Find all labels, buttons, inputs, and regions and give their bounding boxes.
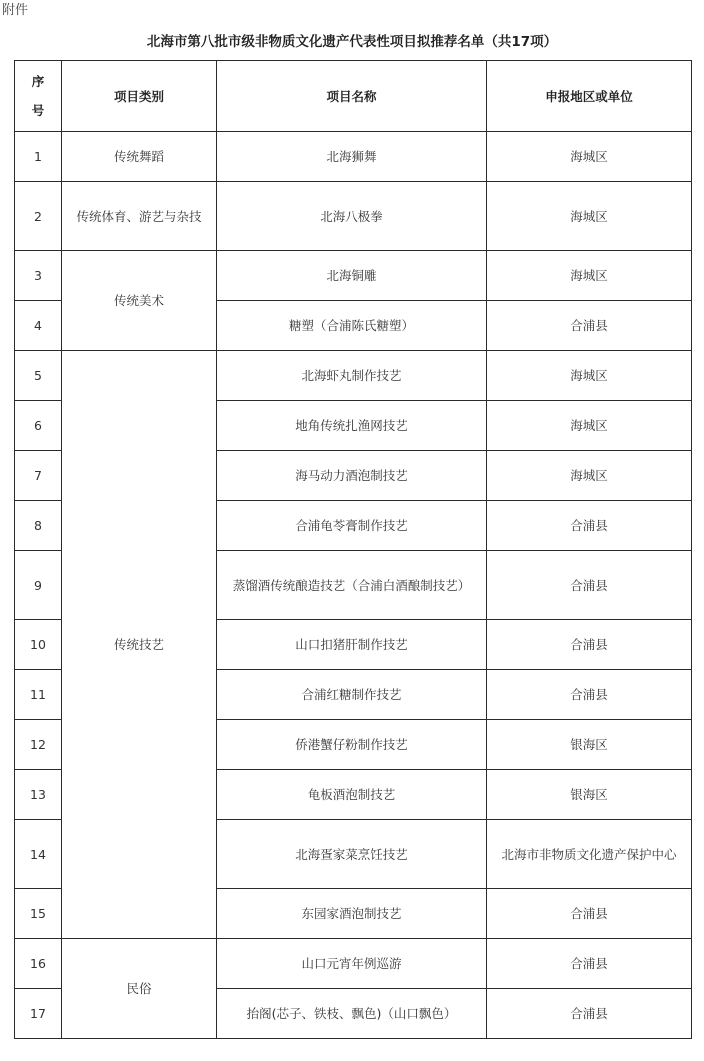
category-cell: 传统舞蹈 [62, 132, 217, 182]
category-cell: 民俗 [62, 939, 217, 1039]
seq-cell: 16 [15, 939, 62, 989]
category-cell: 传统美术 [62, 251, 217, 351]
region-cell: 合浦县 [487, 620, 692, 670]
seq-cell: 1 [15, 132, 62, 182]
region-cell: 合浦县 [487, 501, 692, 551]
name-cell: 东园家酒泡制技艺 [217, 889, 487, 939]
region-cell: 海城区 [487, 182, 692, 251]
seq-cell: 15 [15, 889, 62, 939]
header-category: 项目类别 [62, 61, 217, 132]
name-cell: 山口元宵年例巡游 [217, 939, 487, 989]
region-cell: 海城区 [487, 351, 692, 401]
table-header-row [15, 61, 692, 132]
name-cell: 北海八极拳 [217, 182, 487, 251]
region-cell: 海城区 [487, 401, 692, 451]
name-cell: 北海狮舞 [217, 132, 487, 182]
region-cell: 海城区 [487, 132, 692, 182]
seq-cell: 17 [15, 989, 62, 1039]
table-row [15, 939, 692, 989]
document-title: 北海市第八批市级非物质文化遗产代表性项目拟推荐名单（共17项） [146, 34, 558, 50]
region-cell: 合浦县 [487, 939, 692, 989]
table-row [15, 351, 692, 401]
seq-cell: 3 [15, 251, 62, 301]
name-cell: 龟板酒泡制技艺 [217, 770, 487, 820]
heritage-list-table [14, 60, 692, 1039]
name-cell: 抬阁(芯子、铁枝、飘色)（山口飘色） [217, 989, 487, 1039]
name-cell: 地角传统扎渔网技艺 [217, 401, 487, 451]
seq-cell: 12 [15, 720, 62, 770]
name-cell: 海马动力酒泡制技艺 [217, 451, 487, 501]
name-cell: 北海疍家菜烹饪技艺 [217, 820, 487, 889]
name-cell: 合浦龟苓膏制作技艺 [217, 501, 487, 551]
name-cell: 糖塑（合浦陈氏糖塑） [217, 301, 487, 351]
header-region: 申报地区或单位 [487, 61, 692, 132]
header-name: 项目名称 [217, 61, 487, 132]
attachment-label: 附件 [2, 3, 29, 18]
category-cell: 传统体育、游艺与杂技 [62, 182, 217, 251]
header-seq: 序 号 [15, 61, 62, 132]
seq-cell: 13 [15, 770, 62, 820]
region-cell: 合浦县 [487, 551, 692, 620]
region-cell: 银海区 [487, 770, 692, 820]
seq-cell: 8 [15, 501, 62, 551]
seq-cell: 10 [15, 620, 62, 670]
table-row [15, 251, 692, 301]
table-row [15, 132, 692, 182]
seq-cell: 7 [15, 451, 62, 501]
name-cell: 北海铜雕 [217, 251, 487, 301]
region-cell: 银海区 [487, 720, 692, 770]
seq-cell: 9 [15, 551, 62, 620]
seq-cell: 11 [15, 670, 62, 720]
category-cell: 传统技艺 [62, 351, 217, 939]
seq-cell: 14 [15, 820, 62, 889]
region-cell: 合浦县 [487, 301, 692, 351]
table-row [15, 182, 692, 251]
seq-cell: 4 [15, 301, 62, 351]
name-cell: 北海虾丸制作技艺 [217, 351, 487, 401]
region-cell: 合浦县 [487, 989, 692, 1039]
seq-cell: 2 [15, 182, 62, 251]
seq-cell: 5 [15, 351, 62, 401]
name-cell: 合浦红糖制作技艺 [217, 670, 487, 720]
region-cell: 海城区 [487, 251, 692, 301]
region-cell: 合浦县 [487, 889, 692, 939]
name-cell: 山口扣猪肝制作技艺 [217, 620, 487, 670]
name-cell: 蒸馏酒传统酿造技艺（合浦白酒酿制技艺） [217, 551, 487, 620]
name-cell: 侨港蟹仔粉制作技艺 [217, 720, 487, 770]
region-cell: 合浦县 [487, 670, 692, 720]
region-cell: 海城区 [487, 451, 692, 501]
seq-cell: 6 [15, 401, 62, 451]
region-cell: 北海市非物质文化遗产保护中心 [487, 820, 692, 889]
